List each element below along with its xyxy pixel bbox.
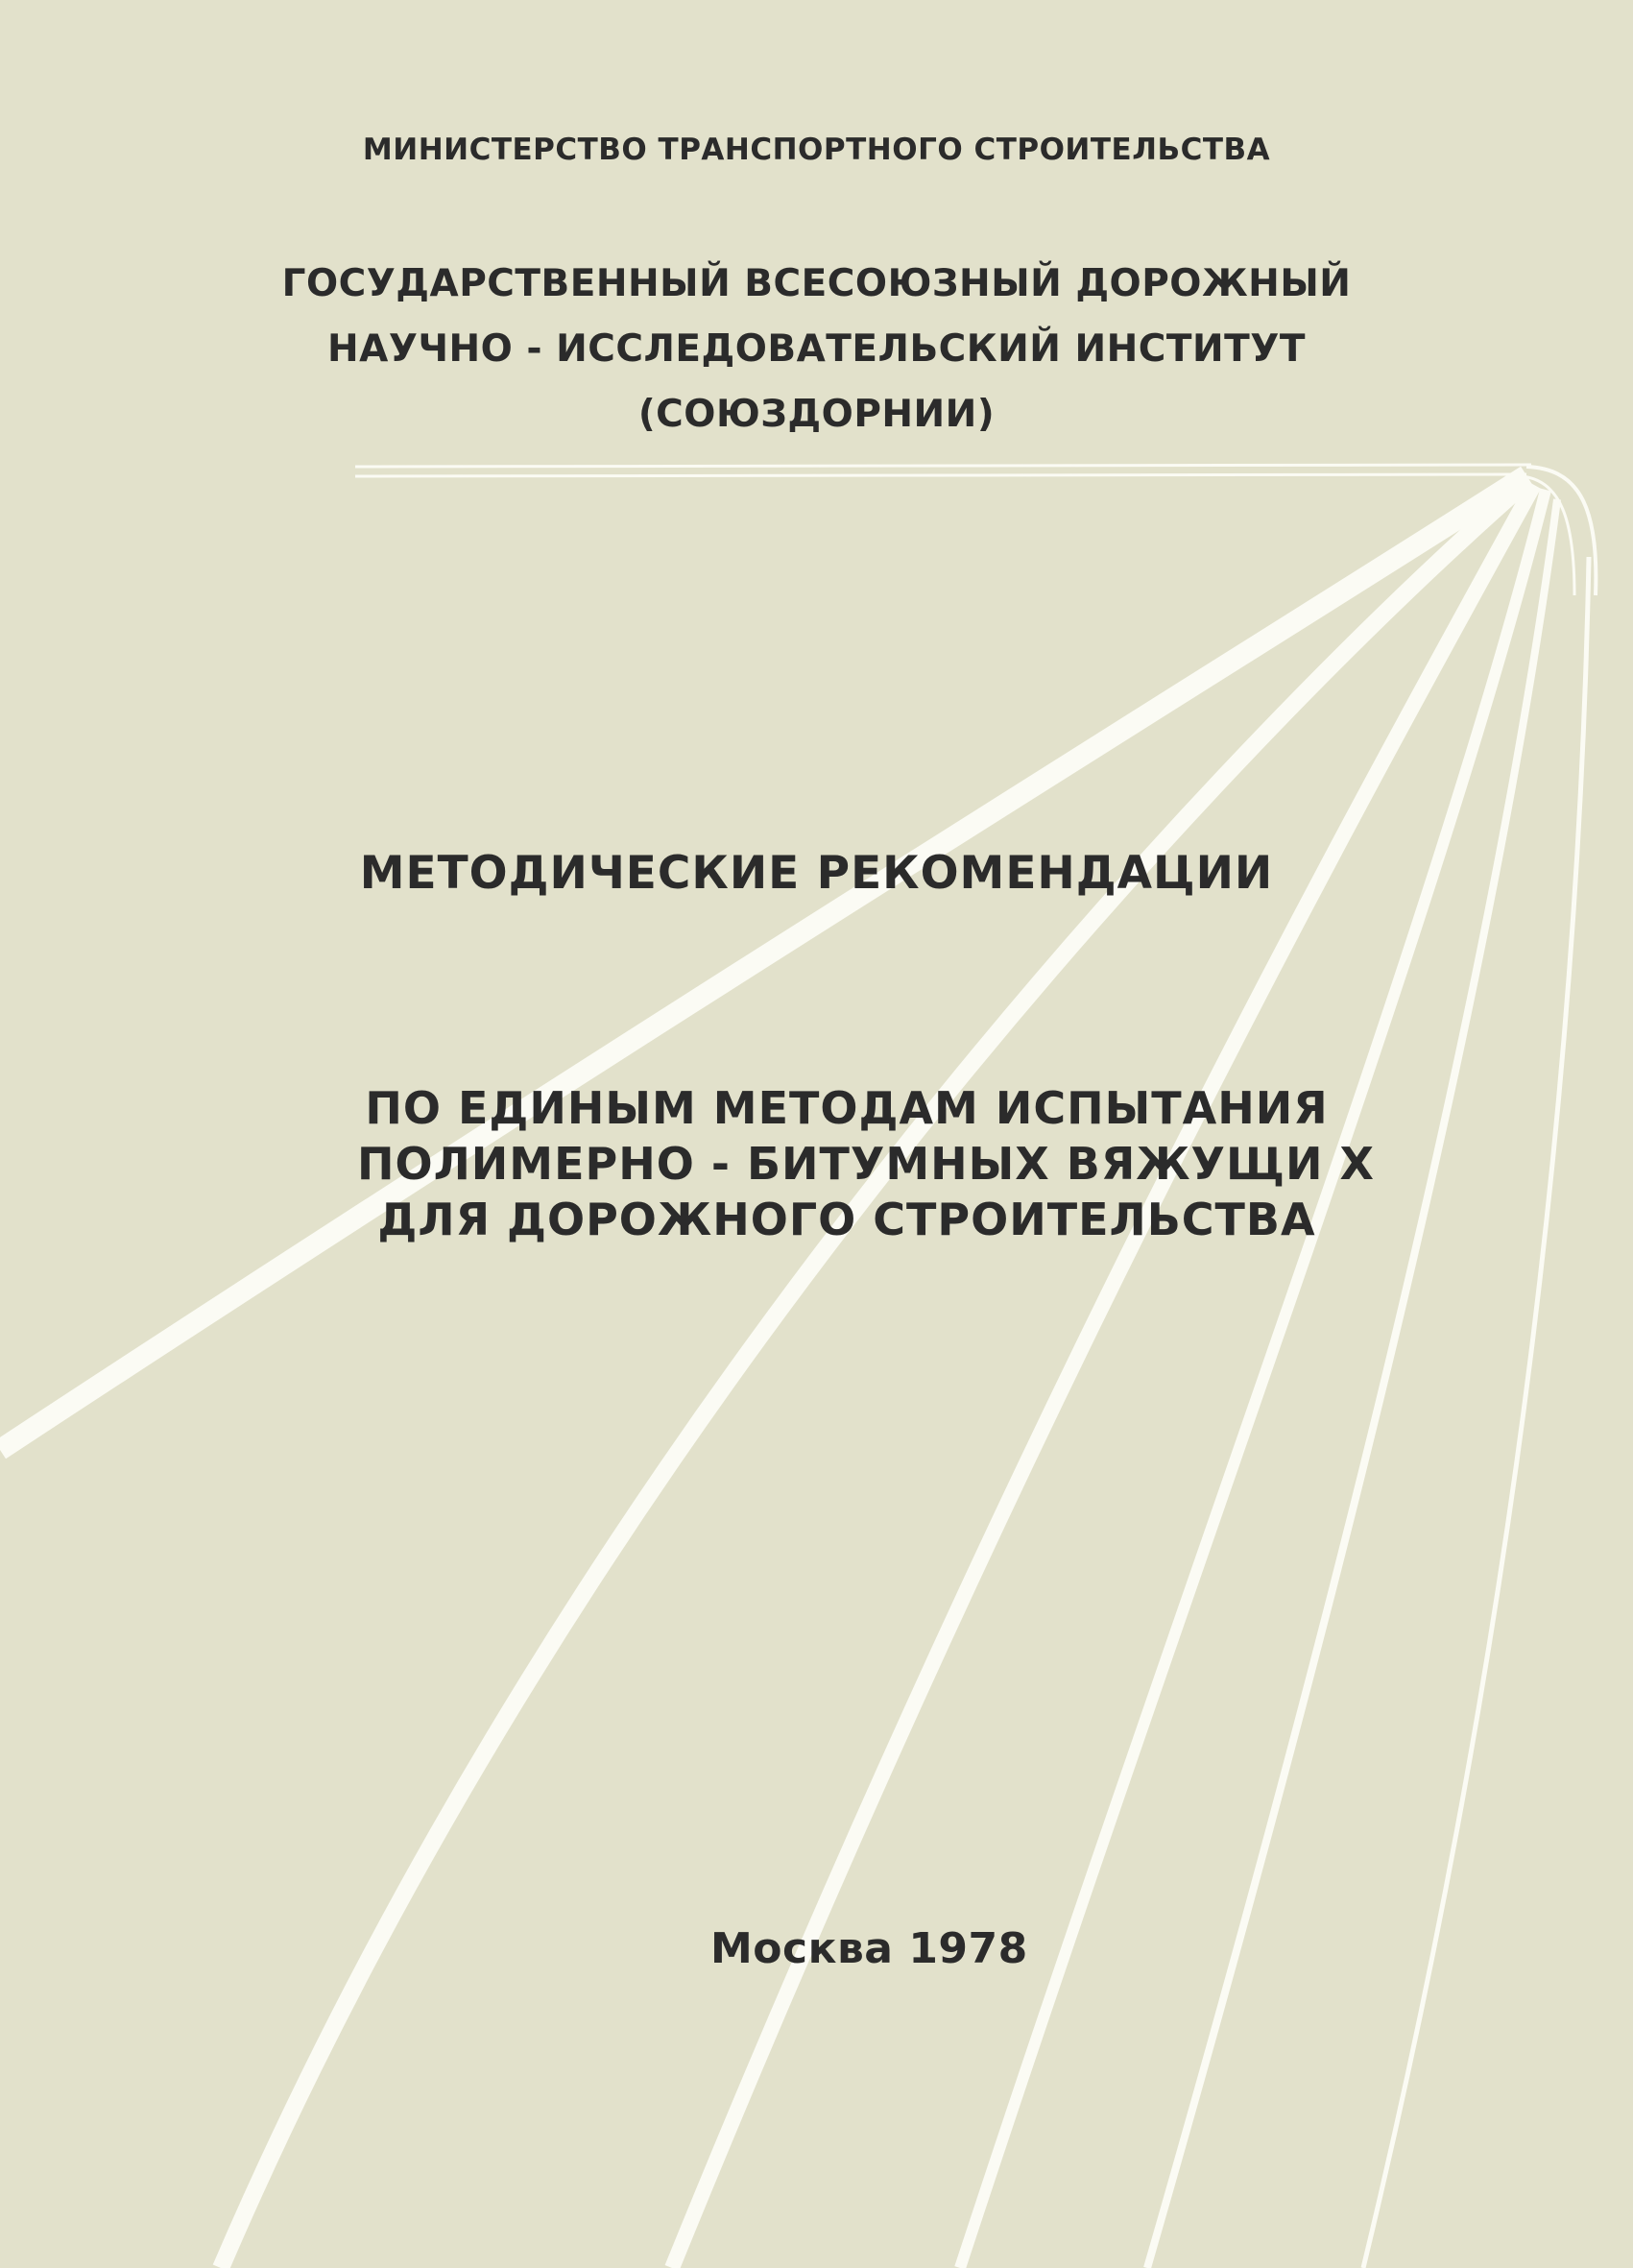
institute-line: ГОСУДАРСТВЕННЫЙ ВСЕСОЮЗНЫЙ ДОРОЖНЫЙ bbox=[281, 262, 1352, 305]
publication-place-year: Москва 1978 bbox=[710, 1924, 1028, 1973]
institute-line: НАУЧНО - ИССЛЕДОВАТЕЛЬСКИЙ ИНСТИТУТ bbox=[327, 327, 1306, 371]
road-line bbox=[0, 475, 1526, 1450]
ministry-name: МИНИСТЕРСТВО ТРАНСПОРТНОГО СТРОИТЕЛЬСТВА bbox=[362, 133, 1271, 167]
institute-abbreviation: (СОЮЗДОРНИИ) bbox=[637, 393, 996, 436]
horizon-line bbox=[355, 474, 1526, 476]
road-line bbox=[221, 480, 1528, 2268]
title-line: ПО ЕДИНЫМ МЕТОДАМ ИСПЫТАНИЯ bbox=[365, 1082, 1329, 1134]
horizon-line bbox=[355, 465, 1531, 467]
title-line: ДЛЯ ДОРОЖНОГО СТРОИТЕЛЬСТВА bbox=[377, 1194, 1316, 1245]
road-line bbox=[1147, 499, 1557, 2268]
road-line bbox=[1363, 557, 1589, 2268]
institute-name bbox=[0, 252, 1633, 447]
document-title bbox=[357, 1080, 1375, 1247]
title-line: ПОЛИМЕРНО - БИТУМНЫХ ВЯЖУЩИ Х bbox=[357, 1138, 1375, 1190]
document-type: МЕТОДИЧЕСКИЕ РЕКОМЕНДАЦИИ bbox=[359, 847, 1274, 900]
